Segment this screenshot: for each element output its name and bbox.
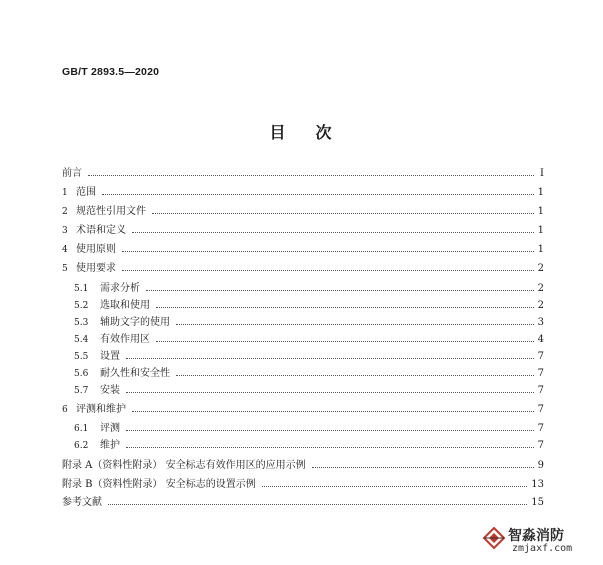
toc-leader-dots — [146, 290, 534, 291]
toc-entry-number: 1 — [62, 188, 68, 198]
toc-leader-dots — [132, 232, 534, 233]
toc-leader-dots — [126, 358, 534, 359]
toc-entry-number: 5.5 — [74, 352, 89, 362]
toc-entry[interactable] — [62, 242, 544, 258]
toc-leader-dots — [176, 375, 534, 376]
toc-entry-page: 3 — [537, 317, 544, 328]
toc-entry-label: 使用原则 — [76, 244, 116, 255]
watermark-name: 智淼消防 — [508, 528, 564, 544]
toc-entry-page: 7 — [537, 368, 544, 379]
toc-entry[interactable] — [62, 166, 544, 182]
toc-leader-dots — [312, 467, 534, 468]
toc-entry-number: 4 — [62, 245, 68, 255]
toc-entry-page: 2 — [537, 283, 544, 294]
toc-entry[interactable] — [62, 281, 544, 297]
standard-code: GB/T 2893.5—2020 — [62, 66, 160, 78]
toc-entry-page: 7 — [537, 423, 544, 434]
toc-entry-number: 3 — [62, 226, 68, 236]
toc-entry-label: 使用要求 — [76, 263, 116, 274]
toc-entry-page: 1 — [537, 187, 544, 198]
toc-entry-number: 2 — [62, 207, 68, 217]
toc-entry[interactable] — [62, 495, 544, 511]
toc-entry-page: 7 — [537, 385, 544, 396]
toc-entry-page: 1 — [537, 244, 544, 255]
toc-entry-page: 9 — [537, 460, 544, 471]
toc-entry-label: 评测和维护 — [76, 404, 126, 415]
toc-entry[interactable] — [62, 185, 544, 201]
toc-entry[interactable] — [62, 366, 544, 382]
toc-entry-page: Ⅰ — [540, 168, 544, 179]
toc-entry-number: 6.2 — [74, 441, 89, 451]
toc-entry[interactable] — [62, 223, 544, 239]
toc-leader-dots — [126, 430, 534, 431]
toc-entry-number: 5.4 — [74, 335, 89, 345]
toc-entry-label: 设置 — [100, 351, 120, 362]
toc-entry-label: 前言 — [62, 168, 82, 179]
toc-leader-dots — [108, 504, 527, 505]
toc-entry-label: 附录 A（资料性附录） 安全标志有效作用区的应用示例 — [62, 460, 306, 471]
toc-leader-dots — [156, 307, 534, 308]
title-left-char: 目 — [269, 123, 288, 142]
toc-entry-label: 范围 — [76, 187, 96, 198]
toc-entry[interactable] — [62, 477, 544, 493]
toc-entry[interactable] — [62, 261, 544, 277]
toc-entry-label: 耐久性和安全性 — [100, 368, 170, 379]
toc-entry[interactable] — [62, 402, 544, 418]
toc-entry-label: 术语和定义 — [76, 225, 126, 236]
toc-leader-dots — [122, 270, 534, 271]
toc-entry-label: 规范性引用文件 — [76, 206, 146, 217]
toc-leader-dots — [122, 251, 534, 252]
toc-entry[interactable] — [62, 383, 544, 399]
toc-entry[interactable] — [62, 298, 544, 314]
watermark-url: zmjaxf.com — [512, 543, 573, 554]
toc-entry-page: 4 — [537, 334, 544, 345]
page-title — [0, 120, 603, 143]
toc-entry[interactable] — [62, 315, 544, 331]
toc-entry-page: 2 — [537, 300, 544, 311]
toc-entry-page: 1 — [537, 225, 544, 236]
toc-entry-label: 选取和使用 — [100, 300, 150, 311]
toc-entry[interactable] — [62, 421, 544, 437]
toc-entry-label: 安装 — [100, 385, 120, 396]
toc-entry-number: 5.6 — [74, 369, 89, 379]
toc-leader-dots — [102, 194, 534, 195]
toc-entry-label: 参考文献 — [62, 497, 102, 508]
toc-entry-label: 有效作用区 — [100, 334, 150, 345]
toc-entry-page: 15 — [531, 497, 544, 508]
toc-entry-page: 2 — [537, 263, 544, 274]
toc-entry-page: 7 — [537, 440, 544, 451]
toc-entry-number: 6 — [62, 405, 68, 415]
toc-entry[interactable] — [62, 458, 544, 474]
toc-leader-dots — [88, 175, 534, 176]
toc-entry-page: 1 — [537, 206, 544, 217]
toc-leader-dots — [262, 486, 528, 487]
toc-entry-page: 7 — [537, 351, 544, 362]
toc-entry-page: 7 — [537, 404, 544, 415]
diamond-logo-icon — [482, 526, 506, 550]
toc-entry-label: 辅助文字的使用 — [100, 317, 170, 328]
toc-entry-number: 6.1 — [74, 424, 89, 434]
toc-entry-number: 5 — [62, 264, 68, 274]
toc-entry[interactable] — [62, 349, 544, 365]
toc-entry-page: 13 — [531, 479, 544, 490]
toc-leader-dots — [126, 447, 534, 448]
toc-entry[interactable] — [62, 332, 544, 348]
title-right-char: 次 — [315, 123, 334, 142]
toc-entry[interactable] — [62, 438, 544, 454]
toc-entry-number: 5.2 — [74, 301, 89, 311]
toc-entry[interactable] — [62, 204, 544, 220]
toc-entry-number: 5.1 — [74, 284, 89, 294]
toc-entry-label: 评测 — [100, 423, 120, 434]
toc-entry-number: 5.3 — [74, 318, 89, 328]
toc-entry-label: 维护 — [100, 440, 120, 451]
toc-leader-dots — [132, 411, 534, 412]
toc-entry-number: 5.7 — [74, 386, 89, 396]
toc-entry-label: 需求分析 — [100, 283, 140, 294]
toc-entry-label: 附录 B（资料性附录） 安全标志的设置示例 — [62, 479, 256, 490]
toc-leader-dots — [126, 392, 534, 393]
toc-leader-dots — [176, 324, 534, 325]
toc-leader-dots — [156, 341, 534, 342]
watermark — [482, 524, 592, 558]
toc-leader-dots — [152, 213, 534, 214]
